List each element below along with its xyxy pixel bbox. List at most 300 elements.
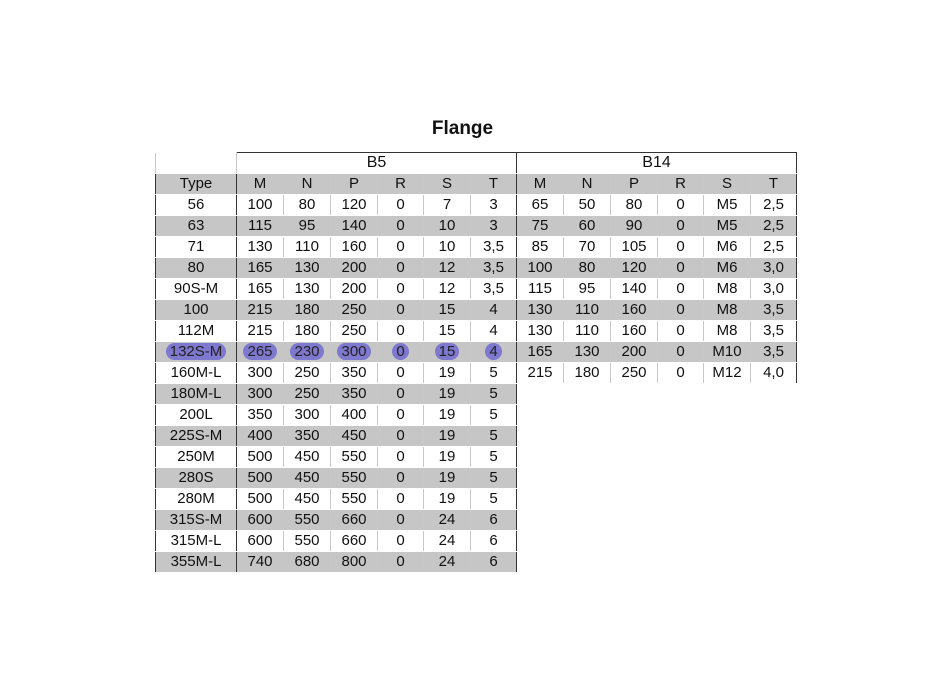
- cell-b5-n: [284, 216, 331, 237]
- cell-b5-r: [378, 468, 424, 489]
- cell-b5-m: [237, 468, 284, 489]
- cell-b14-m: 130: [517, 321, 564, 342]
- table-row: [156, 405, 797, 426]
- cell-b5-p: [331, 258, 378, 279]
- cell-type: [156, 321, 237, 342]
- cell-b14-r: 0: [658, 195, 704, 216]
- cell-b14-p: 200: [611, 342, 658, 363]
- cell-value: 0: [396, 511, 405, 528]
- cell-value: 250: [341, 301, 367, 318]
- cell-b5-p: [331, 279, 378, 300]
- cell-b5-n: [284, 195, 331, 216]
- cell-value: 24: [438, 553, 456, 570]
- cell-value: 3: [489, 217, 498, 234]
- cell-b14-n: 80: [564, 258, 611, 279]
- cell-empty: [564, 447, 611, 468]
- cell-b5-t: [471, 258, 517, 279]
- column-header-b14-s: S: [704, 174, 751, 195]
- cell-b5-s: [424, 405, 471, 426]
- cell-value: 3: [489, 196, 498, 213]
- cell-value: 215: [247, 301, 273, 318]
- cell-value: 350: [341, 364, 367, 381]
- table-title: Flange: [431, 118, 494, 139]
- cell-value: 0: [396, 196, 405, 213]
- cell-b5-m: [237, 342, 284, 363]
- cell-empty: [517, 531, 564, 552]
- cell-value: 120: [341, 196, 367, 213]
- cell-b5-m: [237, 384, 284, 405]
- cell-b5-p: [331, 195, 378, 216]
- cell-value: 6: [489, 553, 498, 570]
- cell-b14-s: M10: [704, 342, 751, 363]
- cell-value: 680: [294, 553, 320, 570]
- cell-b5-r: [378, 342, 424, 363]
- cell-b5-n: [284, 300, 331, 321]
- cell-empty: [611, 384, 658, 405]
- cell-value: 400: [247, 427, 273, 444]
- cell-b5-s: [424, 363, 471, 384]
- cell-empty: [704, 468, 751, 489]
- cell-b5-r: [378, 531, 424, 552]
- cell-value: 0: [396, 280, 405, 297]
- cell-empty: [517, 489, 564, 510]
- cell-b14-t: 2,5: [751, 237, 797, 258]
- cell-b5-s: [424, 447, 471, 468]
- cell-b5-r: [378, 279, 424, 300]
- cell-b5-s: [424, 531, 471, 552]
- cell-b5-p: [331, 363, 378, 384]
- cell-value: 265: [243, 343, 276, 360]
- table-row: [156, 363, 797, 384]
- cell-value: 180: [294, 301, 320, 318]
- cell-b5-p: [331, 531, 378, 552]
- table-body: [156, 195, 797, 573]
- cell-b14-s: M6: [704, 258, 751, 279]
- cell-b5-m: [237, 279, 284, 300]
- cell-value: 250: [294, 385, 320, 402]
- cell-value: 3,5: [483, 280, 504, 297]
- cell-b5-t: [471, 510, 517, 531]
- cell-b5-p: [331, 447, 378, 468]
- cell-b5-m: [237, 552, 284, 573]
- cell-b14-p: 80: [611, 195, 658, 216]
- cell-b5-s: [424, 195, 471, 216]
- cell-b5-m: [237, 405, 284, 426]
- cell-empty: [751, 489, 797, 510]
- cell-value: 7: [442, 196, 452, 213]
- cell-empty: [564, 384, 611, 405]
- cell-empty: [751, 405, 797, 426]
- cell-b5-r: [378, 405, 424, 426]
- cell-type-value: 225S-M: [169, 427, 223, 444]
- cell-b14-r: 0: [658, 258, 704, 279]
- cell-b5-r: [378, 489, 424, 510]
- cell-b14-r: 0: [658, 279, 704, 300]
- cell-value: 450: [294, 469, 320, 486]
- cell-value: 0: [396, 238, 405, 255]
- cell-type-value: 250M: [177, 448, 215, 465]
- cell-value: 19: [438, 490, 456, 507]
- cell-value: 500: [247, 448, 273, 465]
- cell-empty: [704, 384, 751, 405]
- cell-b14-n: 130: [564, 342, 611, 363]
- cell-b5-n: [284, 258, 331, 279]
- table-row: [156, 279, 797, 300]
- cell-type-value: 160M-L: [170, 364, 222, 381]
- cell-empty: [751, 447, 797, 468]
- cell-value: 350: [247, 406, 273, 423]
- cell-b5-s: [424, 510, 471, 531]
- cell-b5-n: [284, 489, 331, 510]
- cell-empty: [704, 510, 751, 531]
- cell-b5-m: [237, 216, 284, 237]
- cell-b14-t: 3,5: [751, 321, 797, 342]
- column-header-b5-n: N: [284, 174, 331, 195]
- cell-b14-m: 75: [517, 216, 564, 237]
- cell-type-value: 180M-L: [170, 385, 222, 402]
- cell-b14-p: 105: [611, 237, 658, 258]
- cell-type: [156, 468, 237, 489]
- cell-value: 19: [438, 469, 456, 486]
- cell-value: 130: [294, 259, 320, 276]
- cell-value: 0: [396, 469, 405, 486]
- column-header-row: [156, 174, 797, 195]
- cell-b5-m: [237, 195, 284, 216]
- cell-b5-r: [378, 447, 424, 468]
- cell-b5-t: [471, 321, 517, 342]
- cell-empty: [517, 510, 564, 531]
- cell-value: 0: [396, 301, 405, 318]
- cell-empty: [751, 468, 797, 489]
- cell-empty: [564, 468, 611, 489]
- cell-type-value: 355M-L: [170, 553, 222, 570]
- cell-value: 250: [341, 322, 367, 339]
- cell-type-value: 280M: [177, 490, 215, 507]
- cell-empty: [517, 384, 564, 405]
- cell-type: [156, 237, 237, 258]
- cell-value: 215: [247, 322, 273, 339]
- cell-value: 450: [294, 490, 320, 507]
- cell-type: [156, 279, 237, 300]
- cell-b14-t: 2,5: [751, 216, 797, 237]
- cell-value: 300: [294, 406, 320, 423]
- cell-b5-s: [424, 384, 471, 405]
- cell-value: 180: [294, 322, 320, 339]
- cell-empty: [564, 426, 611, 447]
- cell-value: 0: [396, 406, 405, 423]
- cell-b5-p: [331, 300, 378, 321]
- cell-value: 19: [438, 385, 456, 402]
- cell-b5-t: [471, 195, 517, 216]
- column-header-b14-n: N: [564, 174, 611, 195]
- cell-b14-t: 3,5: [751, 342, 797, 363]
- cell-empty: [704, 489, 751, 510]
- cell-value: 550: [341, 469, 367, 486]
- cell-value: 0: [396, 553, 405, 570]
- cell-b5-n: [284, 363, 331, 384]
- cell-b5-p: [331, 216, 378, 237]
- cell-value: 10: [438, 238, 456, 255]
- cell-empty: [704, 531, 751, 552]
- cell-type-value: 90S-M: [173, 280, 219, 297]
- cell-value: 0: [396, 532, 405, 549]
- cell-value: 0: [396, 490, 405, 507]
- cell-value: 550: [341, 448, 367, 465]
- table-row: [156, 216, 797, 237]
- cell-type-value: 315M-L: [170, 532, 222, 549]
- cell-b5-n: [284, 405, 331, 426]
- cell-b5-t: [471, 468, 517, 489]
- cell-empty: [658, 468, 704, 489]
- table-row: [156, 531, 797, 552]
- column-header-b5-t: T: [471, 174, 517, 195]
- cell-value: 12: [438, 259, 456, 276]
- cell-b14-r: 0: [658, 342, 704, 363]
- cell-b14-n: 110: [564, 321, 611, 342]
- cell-value: 350: [294, 427, 320, 444]
- cell-b5-n: [284, 279, 331, 300]
- cell-empty: [751, 426, 797, 447]
- cell-value: 19: [438, 406, 456, 423]
- group-header-b14: B14: [517, 153, 797, 174]
- cell-empty: [611, 489, 658, 510]
- cell-value: 12: [438, 280, 456, 297]
- cell-b14-r: 0: [658, 321, 704, 342]
- cell-b5-n: [284, 552, 331, 573]
- cell-value: 300: [247, 364, 273, 381]
- cell-empty: [704, 447, 751, 468]
- cell-empty: [751, 552, 797, 573]
- cell-value: 0: [396, 259, 405, 276]
- cell-b14-s: M12: [704, 363, 751, 384]
- cell-value: 200: [341, 259, 367, 276]
- cell-b14-t: 3,5: [751, 300, 797, 321]
- cell-type: [156, 510, 237, 531]
- cell-b14-s: M8: [704, 279, 751, 300]
- cell-value: 15: [438, 301, 456, 318]
- cell-b14-n: 110: [564, 300, 611, 321]
- cell-value: 300: [337, 343, 370, 360]
- cell-b14-n: 70: [564, 237, 611, 258]
- cell-b5-n: [284, 237, 331, 258]
- column-header-type: Type: [156, 174, 237, 195]
- cell-empty: [564, 531, 611, 552]
- cell-b5-r: [378, 195, 424, 216]
- cell-value: 500: [247, 469, 273, 486]
- table-row: [156, 321, 797, 342]
- cell-b5-r: [378, 237, 424, 258]
- cell-type: [156, 405, 237, 426]
- table-row: [156, 489, 797, 510]
- cell-b14-p: 160: [611, 321, 658, 342]
- cell-empty: [564, 552, 611, 573]
- cell-value: 0: [396, 448, 405, 465]
- cell-value: 5: [489, 469, 498, 486]
- cell-empty: [704, 405, 751, 426]
- cell-empty: [658, 531, 704, 552]
- cell-value: 140: [341, 217, 367, 234]
- cell-empty: [658, 426, 704, 447]
- cell-value: 4: [489, 322, 498, 339]
- cell-b14-t: 4,0: [751, 363, 797, 384]
- cell-value: 600: [247, 532, 273, 549]
- cell-value: 5: [489, 448, 498, 465]
- cell-b5-r: [378, 384, 424, 405]
- cell-empty: [517, 447, 564, 468]
- cell-b5-t: [471, 426, 517, 447]
- cell-empty: [517, 552, 564, 573]
- cell-value: 95: [298, 217, 316, 234]
- cell-b5-m: [237, 531, 284, 552]
- cell-empty: [658, 510, 704, 531]
- cell-b5-s: [424, 237, 471, 258]
- cell-empty: [611, 426, 658, 447]
- cell-value: 740: [247, 553, 273, 570]
- cell-value: 19: [438, 427, 456, 444]
- cell-b14-r: 0: [658, 216, 704, 237]
- cell-b5-t: [471, 363, 517, 384]
- cell-b5-m: [237, 426, 284, 447]
- column-header-b5-m: M: [237, 174, 284, 195]
- cell-empty: [517, 468, 564, 489]
- cell-empty: [751, 384, 797, 405]
- cell-value: 5: [489, 490, 498, 507]
- cell-value: 300: [247, 385, 273, 402]
- cell-b5-t: [471, 216, 517, 237]
- cell-value: 80: [298, 196, 316, 213]
- cell-b5-r: [378, 258, 424, 279]
- table-row: [156, 237, 797, 258]
- cell-empty: [611, 531, 658, 552]
- cell-b5-n: [284, 447, 331, 468]
- cell-value: 5: [489, 364, 498, 381]
- cell-empty: [658, 489, 704, 510]
- cell-b5-n: [284, 426, 331, 447]
- cell-type: [156, 258, 237, 279]
- cell-b14-m: 100: [517, 258, 564, 279]
- cell-b5-m: [237, 447, 284, 468]
- cell-b5-s: [424, 279, 471, 300]
- cell-empty: [658, 384, 704, 405]
- cell-type-value: 80: [187, 259, 205, 276]
- cell-b5-p: [331, 552, 378, 573]
- cell-b5-s: [424, 321, 471, 342]
- cell-type: [156, 489, 237, 510]
- cell-b5-m: [237, 300, 284, 321]
- cell-value: 3,5: [483, 238, 504, 255]
- cell-value: 0: [396, 364, 405, 381]
- cell-b5-p: [331, 405, 378, 426]
- cell-type-value: 100: [183, 301, 209, 318]
- cell-b5-m: [237, 489, 284, 510]
- cell-value: 550: [294, 532, 320, 549]
- cell-b5-s: [424, 489, 471, 510]
- cell-b14-p: 140: [611, 279, 658, 300]
- cell-b5-r: [378, 300, 424, 321]
- cell-empty: [564, 489, 611, 510]
- cell-type-value: 132S-M: [166, 343, 227, 360]
- cell-value: 500: [247, 490, 273, 507]
- cell-empty: [751, 510, 797, 531]
- cell-type: [156, 363, 237, 384]
- cell-value: 165: [247, 259, 273, 276]
- cell-b5-m: [237, 321, 284, 342]
- cell-b5-n: [284, 531, 331, 552]
- table-row: [156, 510, 797, 531]
- cell-b14-m: 85: [517, 237, 564, 258]
- cell-b5-m: [237, 510, 284, 531]
- cell-value: 160: [341, 238, 367, 255]
- column-header-b5-r: R: [378, 174, 424, 195]
- cell-type: [156, 447, 237, 468]
- cell-b14-r: 0: [658, 363, 704, 384]
- cell-b5-r: [378, 552, 424, 573]
- cell-b5-t: [471, 405, 517, 426]
- cell-value: 165: [247, 280, 273, 297]
- cell-b5-t: [471, 384, 517, 405]
- cell-empty: [611, 552, 658, 573]
- table-row: [156, 258, 797, 279]
- cell-value: 6: [489, 511, 498, 528]
- cell-value: 100: [247, 196, 273, 213]
- cell-empty: [611, 405, 658, 426]
- cell-b5-p: [331, 468, 378, 489]
- cell-b5-r: [378, 321, 424, 342]
- cell-value: 0: [396, 322, 405, 339]
- cell-type-value: 280S: [178, 469, 214, 486]
- cell-type: [156, 531, 237, 552]
- cell-value: 200: [341, 280, 367, 297]
- cell-value: 10: [438, 217, 456, 234]
- cell-value: 3,5: [483, 259, 504, 276]
- cell-b5-p: [331, 510, 378, 531]
- cell-b5-p: [331, 321, 378, 342]
- cell-b5-p: [331, 489, 378, 510]
- cell-value: 6: [489, 532, 498, 549]
- cell-b14-r: 0: [658, 300, 704, 321]
- cell-b5-r: [378, 426, 424, 447]
- cell-value: 4: [485, 343, 501, 360]
- cell-value: 800: [341, 553, 367, 570]
- group-header-blank: [156, 153, 237, 174]
- cell-empty: [517, 405, 564, 426]
- cell-b5-t: [471, 237, 517, 258]
- column-header-b14-m: M: [517, 174, 564, 195]
- table-row: [156, 384, 797, 405]
- cell-b5-n: [284, 468, 331, 489]
- cell-type-value: 63: [187, 217, 205, 234]
- cell-type: [156, 552, 237, 573]
- cell-type-value: 315S-M: [169, 511, 223, 528]
- cell-b5-t: [471, 531, 517, 552]
- cell-value: 130: [294, 280, 320, 297]
- cell-b14-t: 2,5: [751, 195, 797, 216]
- cell-empty: [564, 405, 611, 426]
- cell-value: 0: [396, 427, 405, 444]
- cell-value: 24: [438, 532, 456, 549]
- table-row: [156, 342, 797, 363]
- flange-table: [155, 152, 797, 573]
- cell-empty: [658, 552, 704, 573]
- cell-value: 5: [489, 427, 498, 444]
- cell-b14-m: 215: [517, 363, 564, 384]
- cell-value: 110: [295, 238, 319, 255]
- cell-value: 660: [341, 532, 367, 549]
- cell-b14-n: 95: [564, 279, 611, 300]
- cell-b14-n: 50: [564, 195, 611, 216]
- cell-b14-t: 3,0: [751, 258, 797, 279]
- cell-empty: [611, 510, 658, 531]
